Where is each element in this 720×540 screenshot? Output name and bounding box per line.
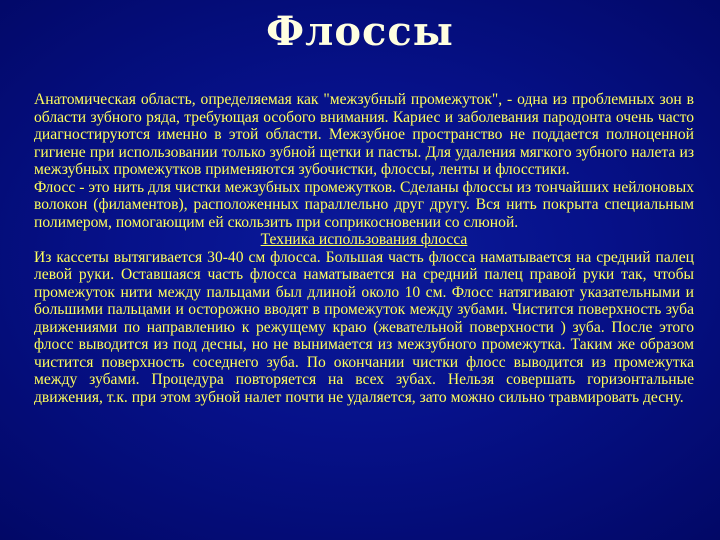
paragraph-floss-definition: Флосс - это нить для чистки межзубных промежутков. Сделаны флоссы из тончайших нейлоновых волокон (филаментов), расположенных параллельно друг другу. Вся нить покрыта специальным полимером, помогающим ей скользить при соприкосновении со слюной. — [34, 178, 694, 231]
paragraph-interdental-area: Анатомическая область, определяемая как "межзубный промежуток", - одна из проблемных зон в области зубного ряда, требующая особого внимания. Кариес и заболевания пародонта очень часто диагностируются именно в этой области. Межзубное пространство не поддается полноценной гигиене при использовании только зубной щетки и пасты. Для удаления мягкого зубного налета из межзубных промежутков применяются зубочистки, флоссы, ленты и флосстики. — [34, 91, 694, 178]
subheading-floss-technique: Техника использования флосса — [260, 231, 468, 248]
paragraph-floss-technique: Из кассеты вытягивается 30-40 см флосса. Большая часть флосса наматывается на средний палец левой руки. Оставшаяся часть флосса наматывается на средний палец правой руки так, чтобы промежуток нити между пальцами был длиной около 10 см. Флосс натягивают указательными и большими пальцами и осторожно вводят в промежуток между зубами. Чистится поверхность зуба движениями по направлению к режущему краю (жевательной поверхности ) зуба. После этого флосс выводится из под десны, но не вынимается из межзубного промежутка. Таким же образом чистится поверхность соседнего зуба. По окончании чистки флосс выводится из промежутка между зубами. Процедура повторяется на всех зубах. Нельзя совершать горизонтальные движения, т.к. при этом зубной налет почти не удаляется, зато можно сильно травмировать десну. — [34, 248, 694, 406]
slide-body — [34, 91, 694, 406]
slide-title: Флоссы — [266, 8, 454, 55]
